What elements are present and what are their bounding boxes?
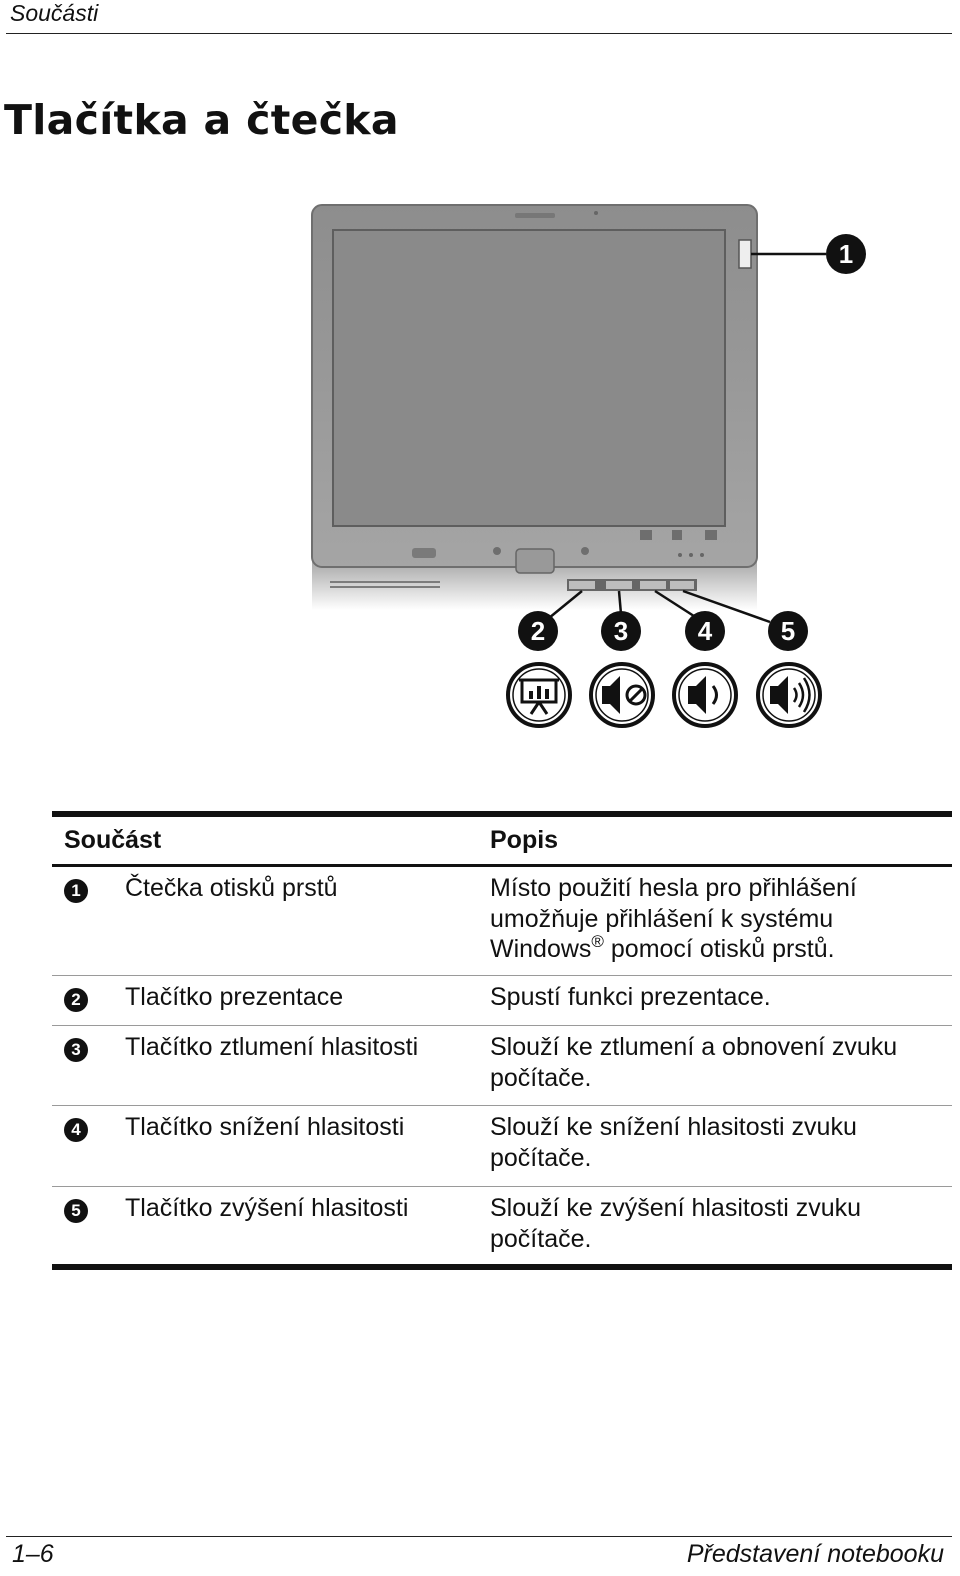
component-name: Tlačítko zvýšení hlasitosti: [125, 1194, 409, 1222]
table-row: [52, 867, 952, 975]
registered-mark: ®: [591, 932, 604, 951]
component-description: Slouží ke ztlumení a obnovení zvuku počítače.: [490, 1033, 898, 1092]
table-bottom-rule: [52, 1264, 952, 1270]
row-number: 3: [64, 1032, 88, 1063]
swivel-hinge: [516, 549, 554, 573]
presentation-icon: [508, 664, 570, 726]
mute-icon: [591, 664, 653, 726]
component-description: Slouží ke snížení hlasitosti zvuku počítače.: [490, 1113, 857, 1172]
callout-5: [768, 611, 808, 651]
volume-up-icon: [758, 664, 820, 726]
component-name: Čtečka otisků prstů: [125, 874, 338, 902]
tablet-figure: [0, 0, 960, 760]
header-description: Popis: [490, 826, 559, 854]
chapter-title: Představení notebooku: [686, 1540, 944, 1568]
svg-text:1: 1: [838, 239, 854, 269]
row-number: 5: [64, 1193, 88, 1224]
row-number: 2: [64, 982, 88, 1013]
row-number: 1: [64, 873, 88, 904]
row-number: 4: [64, 1112, 88, 1143]
svg-text:3: 3: [613, 616, 629, 646]
page-title: Tlačítka a čtečka: [4, 96, 399, 144]
footer-rule: [6, 1536, 952, 1537]
svg-text:5: 5: [780, 616, 796, 646]
table-row: [52, 1026, 952, 1105]
callout-2: [518, 611, 558, 651]
fingerprint-reader: [739, 240, 751, 268]
component-description: Slouží ke zvýšení hlasitosti zvuku počítače.: [490, 1194, 861, 1253]
volume-down-icon: [674, 664, 736, 726]
header-component: Součást: [64, 826, 162, 854]
page-number: 1–6: [12, 1540, 54, 1568]
table-header: [52, 817, 952, 864]
callout-4: [685, 611, 725, 651]
display-screen: [333, 230, 725, 526]
svg-text:2: 2: [530, 616, 546, 646]
table-row: [52, 1106, 952, 1186]
table-row: [52, 976, 952, 1025]
component-name: Tlačítko snížení hlasitosti: [125, 1113, 405, 1141]
component-name: Tlačítko prezentace: [125, 983, 344, 1011]
callout-1: [826, 234, 866, 274]
running-header: Součásti: [10, 0, 99, 26]
component-table: [52, 811, 952, 1270]
table-row: [52, 1187, 952, 1264]
component-name: Tlačítko ztlumení hlasitosti: [125, 1033, 419, 1061]
component-description: Místo použití hesla pro přihlášení umožňuje přihlášení k systému Windows® pomocí otisků prstů.: [490, 874, 857, 963]
callout-3: [601, 611, 641, 651]
svg-text:4: 4: [697, 616, 713, 646]
component-description: Spustí funkci prezentace.: [490, 983, 771, 1011]
